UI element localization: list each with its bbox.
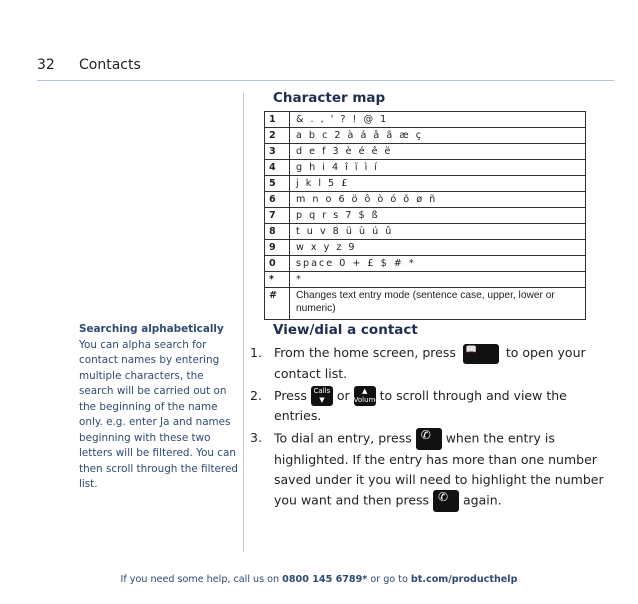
chars-cell: j k l 5 £ (290, 176, 586, 192)
table-row (265, 224, 586, 240)
chars-cell: g h i 4 î ï ì í (290, 160, 586, 176)
table-row (265, 192, 586, 208)
step-number: 3. (250, 430, 262, 445)
key-cell: * (265, 272, 290, 288)
table-row (265, 128, 586, 144)
steps-list (250, 343, 610, 512)
chars-cell: & . , ' ? ! @ 1 (290, 112, 586, 128)
key-cell: 7 (265, 208, 290, 224)
contacts-key-icon: 📖 (463, 344, 499, 364)
chars-cell: * (290, 272, 586, 288)
step-text: when the entry is highlighted. If the entry has more than one number saved under it you will need to highlight the number you want and then press (274, 430, 604, 508)
chars-cell: p q r s 7 $ ß (290, 208, 586, 224)
sidebar-body: You can alpha search for contact names by entering multiple characters, the search will be carried out on the beginning of the name only. e.g. enter Ja and names beginning with these two letters will be filtered. You can then scroll through the filtered list. (79, 338, 238, 490)
table-row (265, 112, 586, 128)
footer-link[interactable]: bt.com/producthelp (410, 574, 518, 585)
chars-cell: t u v 8 ü ù ú û (290, 224, 586, 240)
key-cell: # (265, 288, 290, 320)
step-number: 1. (250, 345, 262, 360)
table-row (265, 272, 586, 288)
key-cell: 4 (265, 160, 290, 176)
table-row (265, 208, 586, 224)
table-row (265, 144, 586, 160)
table-row (265, 176, 586, 192)
step-text: From the home screen, press (274, 345, 456, 360)
step-number: 2. (250, 387, 262, 403)
step-3 (250, 428, 610, 512)
key-cell: 1 (265, 112, 290, 128)
key-cell: 5 (265, 176, 290, 192)
calls-key-label: Calls (313, 387, 331, 395)
calls-key-icon: Calls ▼ (311, 386, 333, 406)
table-row (265, 288, 586, 320)
table-row (265, 160, 586, 176)
key-cell: 6 (265, 192, 290, 208)
chars-cell: space 0 + £ $ # * (290, 256, 586, 272)
key-cell: 8 (265, 224, 290, 240)
step-text: to open your contact list. (274, 345, 586, 381)
column-divider (243, 93, 244, 552)
step-1 (250, 343, 610, 384)
chars-cell: a b c 2 à á â ã æ ç (290, 128, 586, 144)
step-text: or (336, 387, 350, 403)
step-text: to scroll through and view the entries. (274, 387, 567, 423)
page-number: 32 (37, 57, 55, 73)
key-cell: 9 (265, 240, 290, 256)
chars-cell: Changes text entry mode (sentence case, upper, lower or numeric) (290, 288, 586, 320)
footer-phone: 0800 145 6789* (282, 574, 368, 585)
talk-key-icon: ✆ (433, 490, 459, 512)
key-cell: 0 (265, 256, 290, 272)
character-map-title: Character map (273, 90, 386, 106)
header-divider (37, 80, 614, 81)
chars-cell: d e f 3 è é ê ë (290, 144, 586, 160)
section-title: Contacts (79, 57, 141, 73)
step-text: To dial an entry, press (274, 430, 412, 446)
volume-key-icon: ▲ Volume (353, 387, 380, 404)
step-2 (250, 386, 610, 427)
sidebar-tip (79, 322, 239, 493)
step-text: Press (274, 387, 307, 403)
table-row (265, 240, 586, 256)
footer-text: If you need some help, call us on (120, 574, 283, 585)
key-cell: 2 (265, 128, 290, 144)
key-cell: 3 (265, 144, 290, 160)
table-row (265, 256, 586, 272)
sidebar-title: Searching alphabetically (79, 323, 224, 335)
chars-cell: w x y z 9 (290, 240, 586, 256)
footer-text: or go to (367, 574, 411, 585)
talk-key-icon: ✆ (416, 428, 442, 450)
view-dial-title: View/dial a contact (273, 322, 418, 338)
character-map-table (264, 111, 586, 320)
chars-cell: m n o 6 ö ô ò ó õ ø ñ (290, 192, 586, 208)
volume-key-label: Volume (353, 396, 380, 404)
step-text: again. (463, 492, 502, 508)
footer (0, 574, 638, 585)
